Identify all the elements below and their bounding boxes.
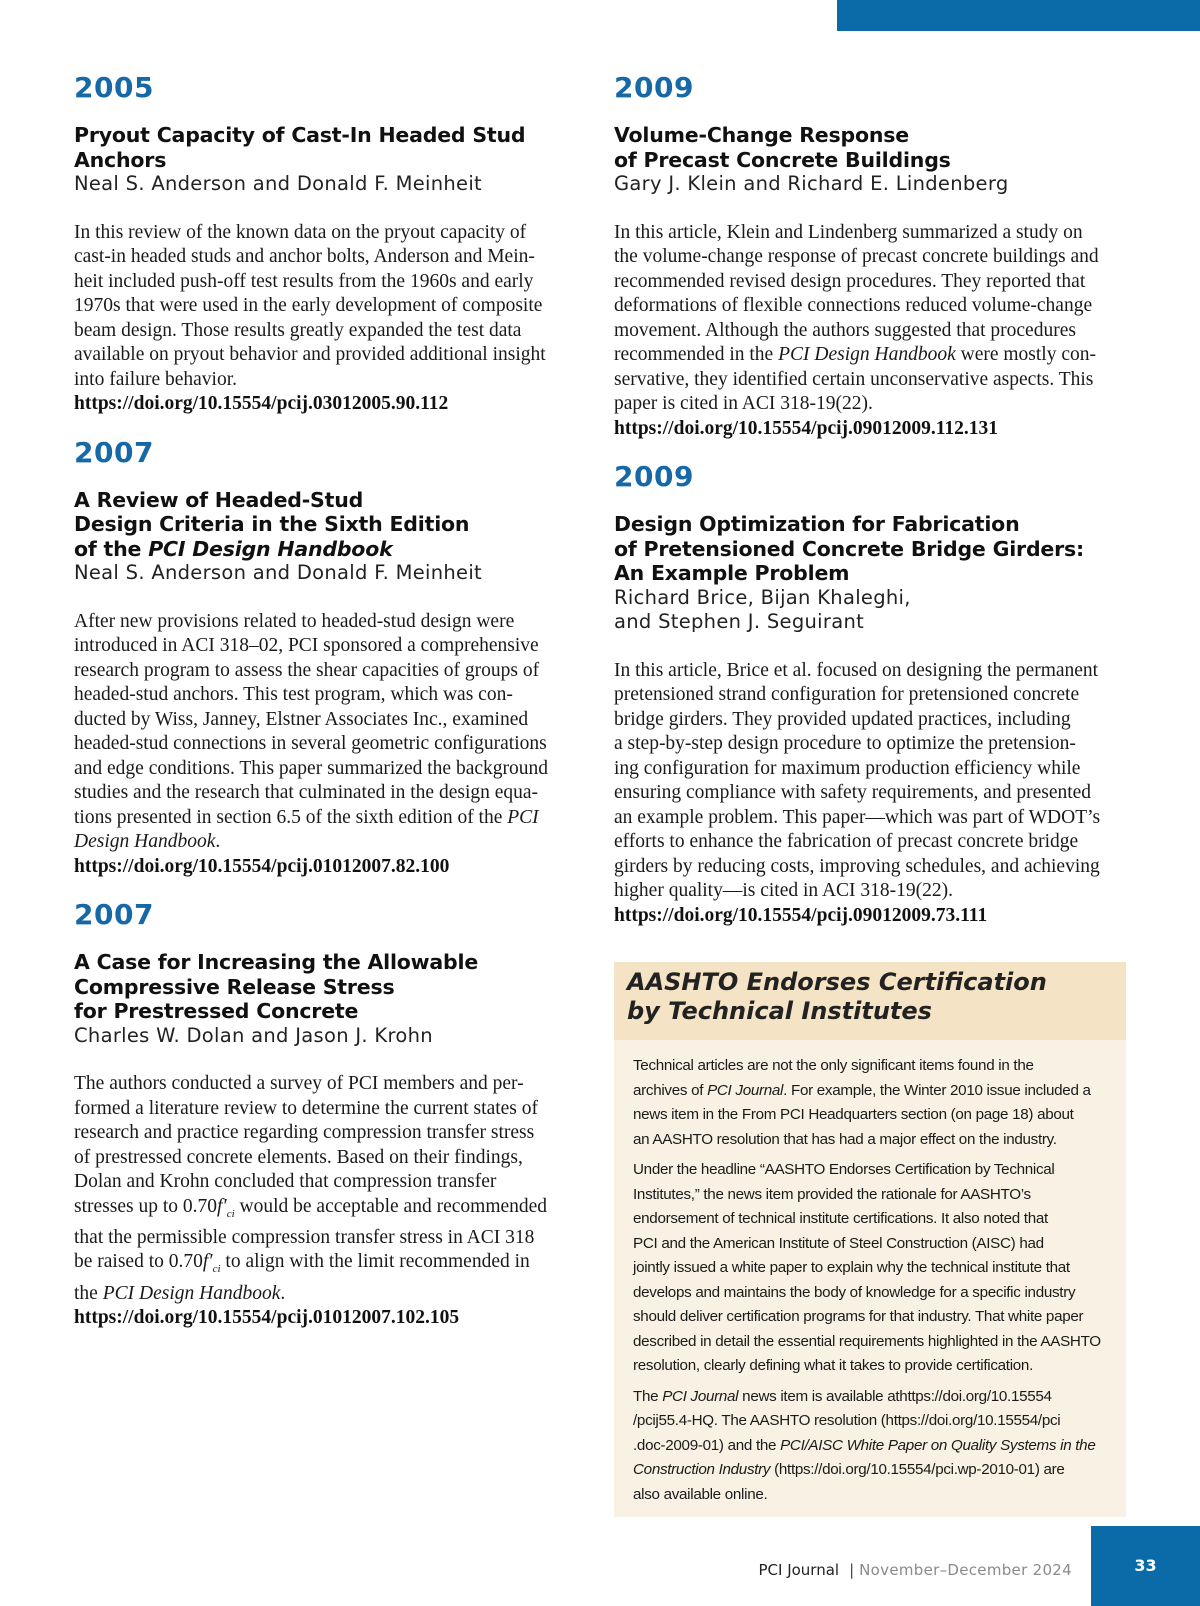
article-title-line: Design Criteria in the Sixth Edition bbox=[74, 512, 470, 536]
abstract-line: paper is cited in ACI 318-19(22). bbox=[614, 393, 873, 414]
sidebar-text[interactable]: .doc-2009-01) and the bbox=[633, 1436, 781, 1454]
doi-link[interactable]: https://doi.org/10.15554/pcij.09012009.112.131 bbox=[614, 417, 999, 439]
abstract-line: headed-stud anchors. This test program, which was con- bbox=[74, 684, 513, 705]
abstract-text: were mostly con- bbox=[955, 344, 1096, 365]
doi-link[interactable]: https://doi.org/10.15554/pcij.09012009.73.111 bbox=[614, 904, 988, 926]
footer-journal-name: PCI Journal bbox=[758, 1561, 840, 1579]
sidebar-line: described in detail the essential requirements highlighted in the AASHTO bbox=[633, 1332, 1101, 1350]
sidebar-line: PCI and the American Institute of Steel Construction (AISC) had bbox=[633, 1234, 1044, 1252]
sidebar-italic: PCI Journal bbox=[707, 1081, 784, 1099]
abstract-line: efforts to enhance the fabrication of precast concrete bridge bbox=[614, 831, 1079, 852]
abstract-line: Dolan and Krohn concluded that compression transfer bbox=[74, 1171, 497, 1192]
page-footer bbox=[700, 1556, 1072, 1584]
sidebar-italic: PCI Journal bbox=[662, 1387, 739, 1405]
sidebar-line bbox=[633, 1458, 1112, 1483]
author-line: Neal S. Anderson and Donald F. Meinheit bbox=[74, 172, 482, 195]
article-entry bbox=[614, 68, 1126, 441]
article-authors bbox=[74, 172, 584, 197]
sidebar-paragraph bbox=[633, 1158, 1112, 1379]
abstract-line: girders by reducing costs, improving schedules, and achieving bbox=[614, 855, 1100, 877]
abstract-line: formed a literature review to determine the current states of bbox=[74, 1097, 539, 1119]
article-year: 2007 bbox=[74, 898, 154, 931]
page-number: 33 bbox=[1134, 1556, 1157, 1575]
abstract-line: 1970s that were used in the early development of composite bbox=[74, 295, 543, 316]
sidebar-title bbox=[627, 968, 1113, 1026]
sidebar-paragraph bbox=[633, 1054, 1112, 1152]
abstract-text: stresses up to bbox=[74, 1195, 183, 1217]
abstract-line: beam design. Those results greatly expanded the test data bbox=[74, 319, 522, 341]
right-column bbox=[614, 68, 1126, 944]
article-year: 2009 bbox=[614, 460, 694, 493]
article-title-line: Compressive Release Stress bbox=[74, 974, 395, 999]
article-title bbox=[74, 123, 584, 172]
formula-subscript: ci bbox=[226, 1207, 235, 1220]
author-line: Gary J. Klein and Richard E. Lindenberg bbox=[614, 172, 1009, 195]
formula-subscript: ci bbox=[212, 1263, 221, 1276]
abstract-text: . bbox=[280, 1282, 286, 1304]
article-title bbox=[614, 512, 1126, 586]
article-abstract bbox=[74, 610, 584, 855]
article-title bbox=[74, 950, 584, 1024]
sidebar-text: archives of bbox=[633, 1081, 708, 1099]
doi-link[interactable]: https://doi.org/10.15554/pcij.03012005.90.112 bbox=[74, 393, 449, 414]
author-line: Charles W. Dolan and Jason J. Krohn bbox=[74, 1023, 433, 1047]
article-entry bbox=[614, 457, 1126, 928]
abstract-italic: PCI Design Handbook bbox=[778, 344, 956, 365]
sidebar-line: resolution, clearly defining what it takes to provide certification. bbox=[633, 1357, 1034, 1374]
article-title-line: An Example Problem bbox=[614, 561, 850, 585]
abstract-line: an example problem. This paper—which was part of WDOT’s bbox=[614, 806, 1101, 828]
abstract-line: recommended revised design procedures. They reported that bbox=[614, 270, 1086, 292]
abstract-line: studies and the research that culminated in the design equa- bbox=[74, 782, 539, 803]
abstract-line: a step-by-step design procedure to optimize the pretension- bbox=[614, 733, 1076, 754]
article-abstract bbox=[614, 659, 1126, 904]
article-title-line: of Precast Concrete Buildings bbox=[614, 147, 951, 172]
sidebar-line[interactable]: /pcij55.4-HQ. The AASHTO resolution (https://doi.org/10.15554/pci bbox=[633, 1412, 1061, 1429]
article-title-line: of Pretensioned Concrete Bridge Girders: bbox=[614, 536, 1085, 561]
sidebar-line: Technical articles are not the only significant items found in the bbox=[633, 1057, 1034, 1074]
sidebar-line: endorsement of technical institute certifications. It also noted that bbox=[633, 1210, 1048, 1227]
abstract-line: the volume-change response of precast concrete buildings and bbox=[614, 246, 1099, 267]
abstract-line: research and practice regarding compression transfer stress bbox=[74, 1122, 535, 1143]
abstract-line: deformations of flexible connections reduced volume-change bbox=[614, 295, 1093, 316]
abstract-line: introduced in ACI 318–02, PCI sponsored a comprehensive bbox=[74, 635, 539, 656]
article-entry bbox=[74, 895, 584, 1331]
article-title bbox=[614, 123, 1126, 172]
article-entry bbox=[74, 433, 584, 880]
abstract-italic: PCI Design Handbook bbox=[102, 1282, 281, 1304]
sidebar-line bbox=[633, 1434, 1112, 1459]
abstract-line: research program to assess the shear capacities of groups of bbox=[74, 659, 540, 681]
footer-separator: | bbox=[849, 1561, 855, 1579]
sidebar-link-text[interactable]: news item is available athttps://doi.org/10.15554 bbox=[738, 1387, 1052, 1405]
sidebar-italic: PCI/AISC White Paper on Quality Systems in the bbox=[780, 1436, 1096, 1454]
formula-symbol bbox=[202, 1251, 221, 1276]
abstract-line: higher quality—is cited in ACI 318-19(22). bbox=[614, 880, 954, 901]
abstract-line: available on pryout behavior and provided additional insight bbox=[74, 344, 546, 365]
article-authors bbox=[74, 561, 584, 586]
abstract-line: movement. Although the authors suggested that procedures bbox=[614, 319, 1076, 341]
sidebar-line: news item in the From PCI Headquarters section (on page 18) about bbox=[633, 1106, 1074, 1123]
doi-link[interactable]: https://doi.org/10.15554/pcij.01012007.102.105 bbox=[74, 1307, 460, 1329]
title-italic-handbook: PCI Design Handbook bbox=[148, 536, 393, 561]
footer-issue-date: November–December 2024 bbox=[859, 1561, 1072, 1579]
formula-coefficient: 0.70 bbox=[182, 1195, 217, 1217]
sidebar-line bbox=[633, 1079, 1112, 1104]
article-title-line: A Review of Headed-Stud bbox=[74, 487, 364, 512]
abstract-line: cast-in headed studs and anchor bolts, Anderson and Mein- bbox=[74, 246, 535, 267]
author-line: and Stephen J. Seguirant bbox=[614, 610, 865, 633]
abstract-text: would be acceptable and recommended bbox=[234, 1195, 548, 1217]
abstract-italic: Design Handbook bbox=[74, 831, 216, 852]
abstract-line bbox=[74, 806, 584, 831]
abstract-text: . bbox=[215, 831, 221, 852]
sidebar-italic: Construction Industry bbox=[633, 1461, 771, 1478]
abstract-line: After new provisions related to headed-stud design were bbox=[74, 610, 515, 632]
article-year: 2009 bbox=[614, 71, 694, 104]
article-title-line: Anchors bbox=[74, 147, 167, 172]
sidebar-paragraph bbox=[633, 1385, 1112, 1508]
article-title-line: Pryout Capacity of Cast-In Headed Stud bbox=[74, 123, 526, 147]
sidebar-line: an AASHTO resolution that has had a major effect on the industry. bbox=[633, 1130, 1057, 1148]
article-authors bbox=[614, 172, 1126, 197]
article-authors bbox=[614, 586, 1126, 635]
abstract-line: ing configuration for maximum production efficiency while bbox=[614, 757, 1081, 779]
author-line: Neal S. Anderson and Donald F. Meinheit bbox=[74, 561, 482, 584]
article-abstract bbox=[74, 221, 584, 393]
abstract-line bbox=[74, 830, 584, 855]
sidebar-line bbox=[633, 1385, 1112, 1410]
article-title-line bbox=[74, 537, 584, 562]
formula-f-prime: f′ bbox=[202, 1251, 213, 1273]
article-title-line: Volume-Change Response bbox=[614, 123, 909, 147]
abstract-line: ensuring compliance with safety requirements, and presented bbox=[614, 782, 1092, 803]
abstract-text: to align with the limit recommended in bbox=[220, 1251, 530, 1273]
abstract-text: the bbox=[74, 1282, 103, 1304]
article-title bbox=[74, 488, 584, 562]
abstract-line: pretensioned strand configuration for pretensioned concrete bbox=[614, 684, 1080, 705]
abstract-line: bridge girders. They provided updated practices, including bbox=[614, 708, 1071, 730]
abstract-line: into failure behavior. bbox=[74, 368, 237, 390]
article-title-line: for Prestressed Concrete bbox=[74, 999, 359, 1023]
abstract-line: The authors conducted a survey of PCI members and per- bbox=[74, 1073, 524, 1094]
article-title-line: Design Optimization for Fabrication bbox=[614, 512, 1020, 536]
formula-symbol bbox=[217, 1195, 235, 1220]
article-entry bbox=[74, 68, 584, 417]
abstract-line bbox=[74, 1282, 584, 1307]
sidebar-body bbox=[614, 1040, 1126, 1507]
sidebar-line: Under the headline “AASHTO Endorses Certification by Technical bbox=[633, 1161, 1055, 1178]
article-year: 2005 bbox=[74, 71, 154, 104]
sidebar-line: should deliver certification programs for that industry. That white paper bbox=[633, 1308, 1084, 1325]
sidebar-text: The bbox=[633, 1387, 663, 1405]
author-line: Richard Brice, Bijan Khaleghi, bbox=[614, 585, 911, 609]
abstract-line: servative, they identified certain unconservative aspects. This bbox=[614, 368, 1094, 390]
page-number-box bbox=[1091, 1526, 1200, 1606]
abstract-line: In this article, Klein and Lindenberg summarized a study on bbox=[614, 221, 1083, 243]
abstract-line bbox=[74, 1195, 584, 1226]
abstract-line: In this review of the known data on the pryout capacity of bbox=[74, 221, 527, 243]
formula-f-prime: f′ bbox=[217, 1195, 227, 1217]
sidebar-line: jointly issued a white paper to explain why the technical institute that bbox=[633, 1259, 1070, 1276]
sidebar-text: . For example, the Winter 2010 issue included a bbox=[783, 1081, 1091, 1099]
abstract-line: In this article, Brice et al. focused on designing the permanent bbox=[614, 659, 1099, 681]
article-abstract bbox=[614, 221, 1126, 417]
article-abstract bbox=[74, 1072, 584, 1306]
article-authors bbox=[74, 1024, 584, 1049]
sidebar-line: Institutes,” the news item provided the rationale for AASHTO’s bbox=[633, 1185, 1031, 1203]
sidebar-link-text[interactable]: (https://doi.org/10.15554/pci.wp-2010-01) are bbox=[770, 1461, 1065, 1478]
abstract-line: headed-stud connections in several geometric configurations bbox=[74, 733, 547, 754]
abstract-line: of prestressed concrete elements. Based on their findings, bbox=[74, 1146, 523, 1168]
abstract-line: and edge conditions. This paper summarized the background bbox=[74, 757, 549, 779]
abstract-italic: PCI bbox=[507, 806, 539, 828]
sidebar-header bbox=[614, 962, 1126, 1040]
sidebar-box bbox=[614, 962, 1126, 1517]
sidebar-title-line: by Technical Institutes bbox=[627, 997, 932, 1025]
title-prefix: of the bbox=[74, 536, 149, 561]
abstract-line: heit included push-off test results from the 1960s and early bbox=[74, 270, 534, 292]
formula-coefficient: 0.70 bbox=[168, 1251, 203, 1273]
abstract-line: ducted by Wiss, Janney, Elstner Associates Inc., examined bbox=[74, 708, 529, 730]
abstract-line bbox=[614, 343, 1126, 368]
sidebar-line: develops and maintains the body of knowledge for a specific industry bbox=[633, 1283, 1076, 1301]
abstract-text: be raised to bbox=[74, 1251, 169, 1273]
doi-link[interactable]: https://doi.org/10.15554/pcij.01012007.82.100 bbox=[74, 855, 450, 877]
abstract-text: tions presented in section 6.5 of the sixth edition of the bbox=[74, 806, 508, 828]
article-year: 2007 bbox=[74, 435, 154, 469]
abstract-line: that the permissible compression transfer stress in ACI 318 bbox=[74, 1226, 535, 1248]
sidebar-line: also available online. bbox=[633, 1485, 768, 1503]
sidebar-title-line: AASHTO Endorses Certification bbox=[627, 968, 1047, 996]
left-column bbox=[74, 68, 584, 1347]
article-title-line: A Case for Increasing the Allowable bbox=[74, 950, 479, 974]
abstract-text: recommended in the bbox=[614, 344, 779, 365]
top-accent-bar bbox=[837, 0, 1200, 31]
abstract-line bbox=[74, 1250, 584, 1281]
